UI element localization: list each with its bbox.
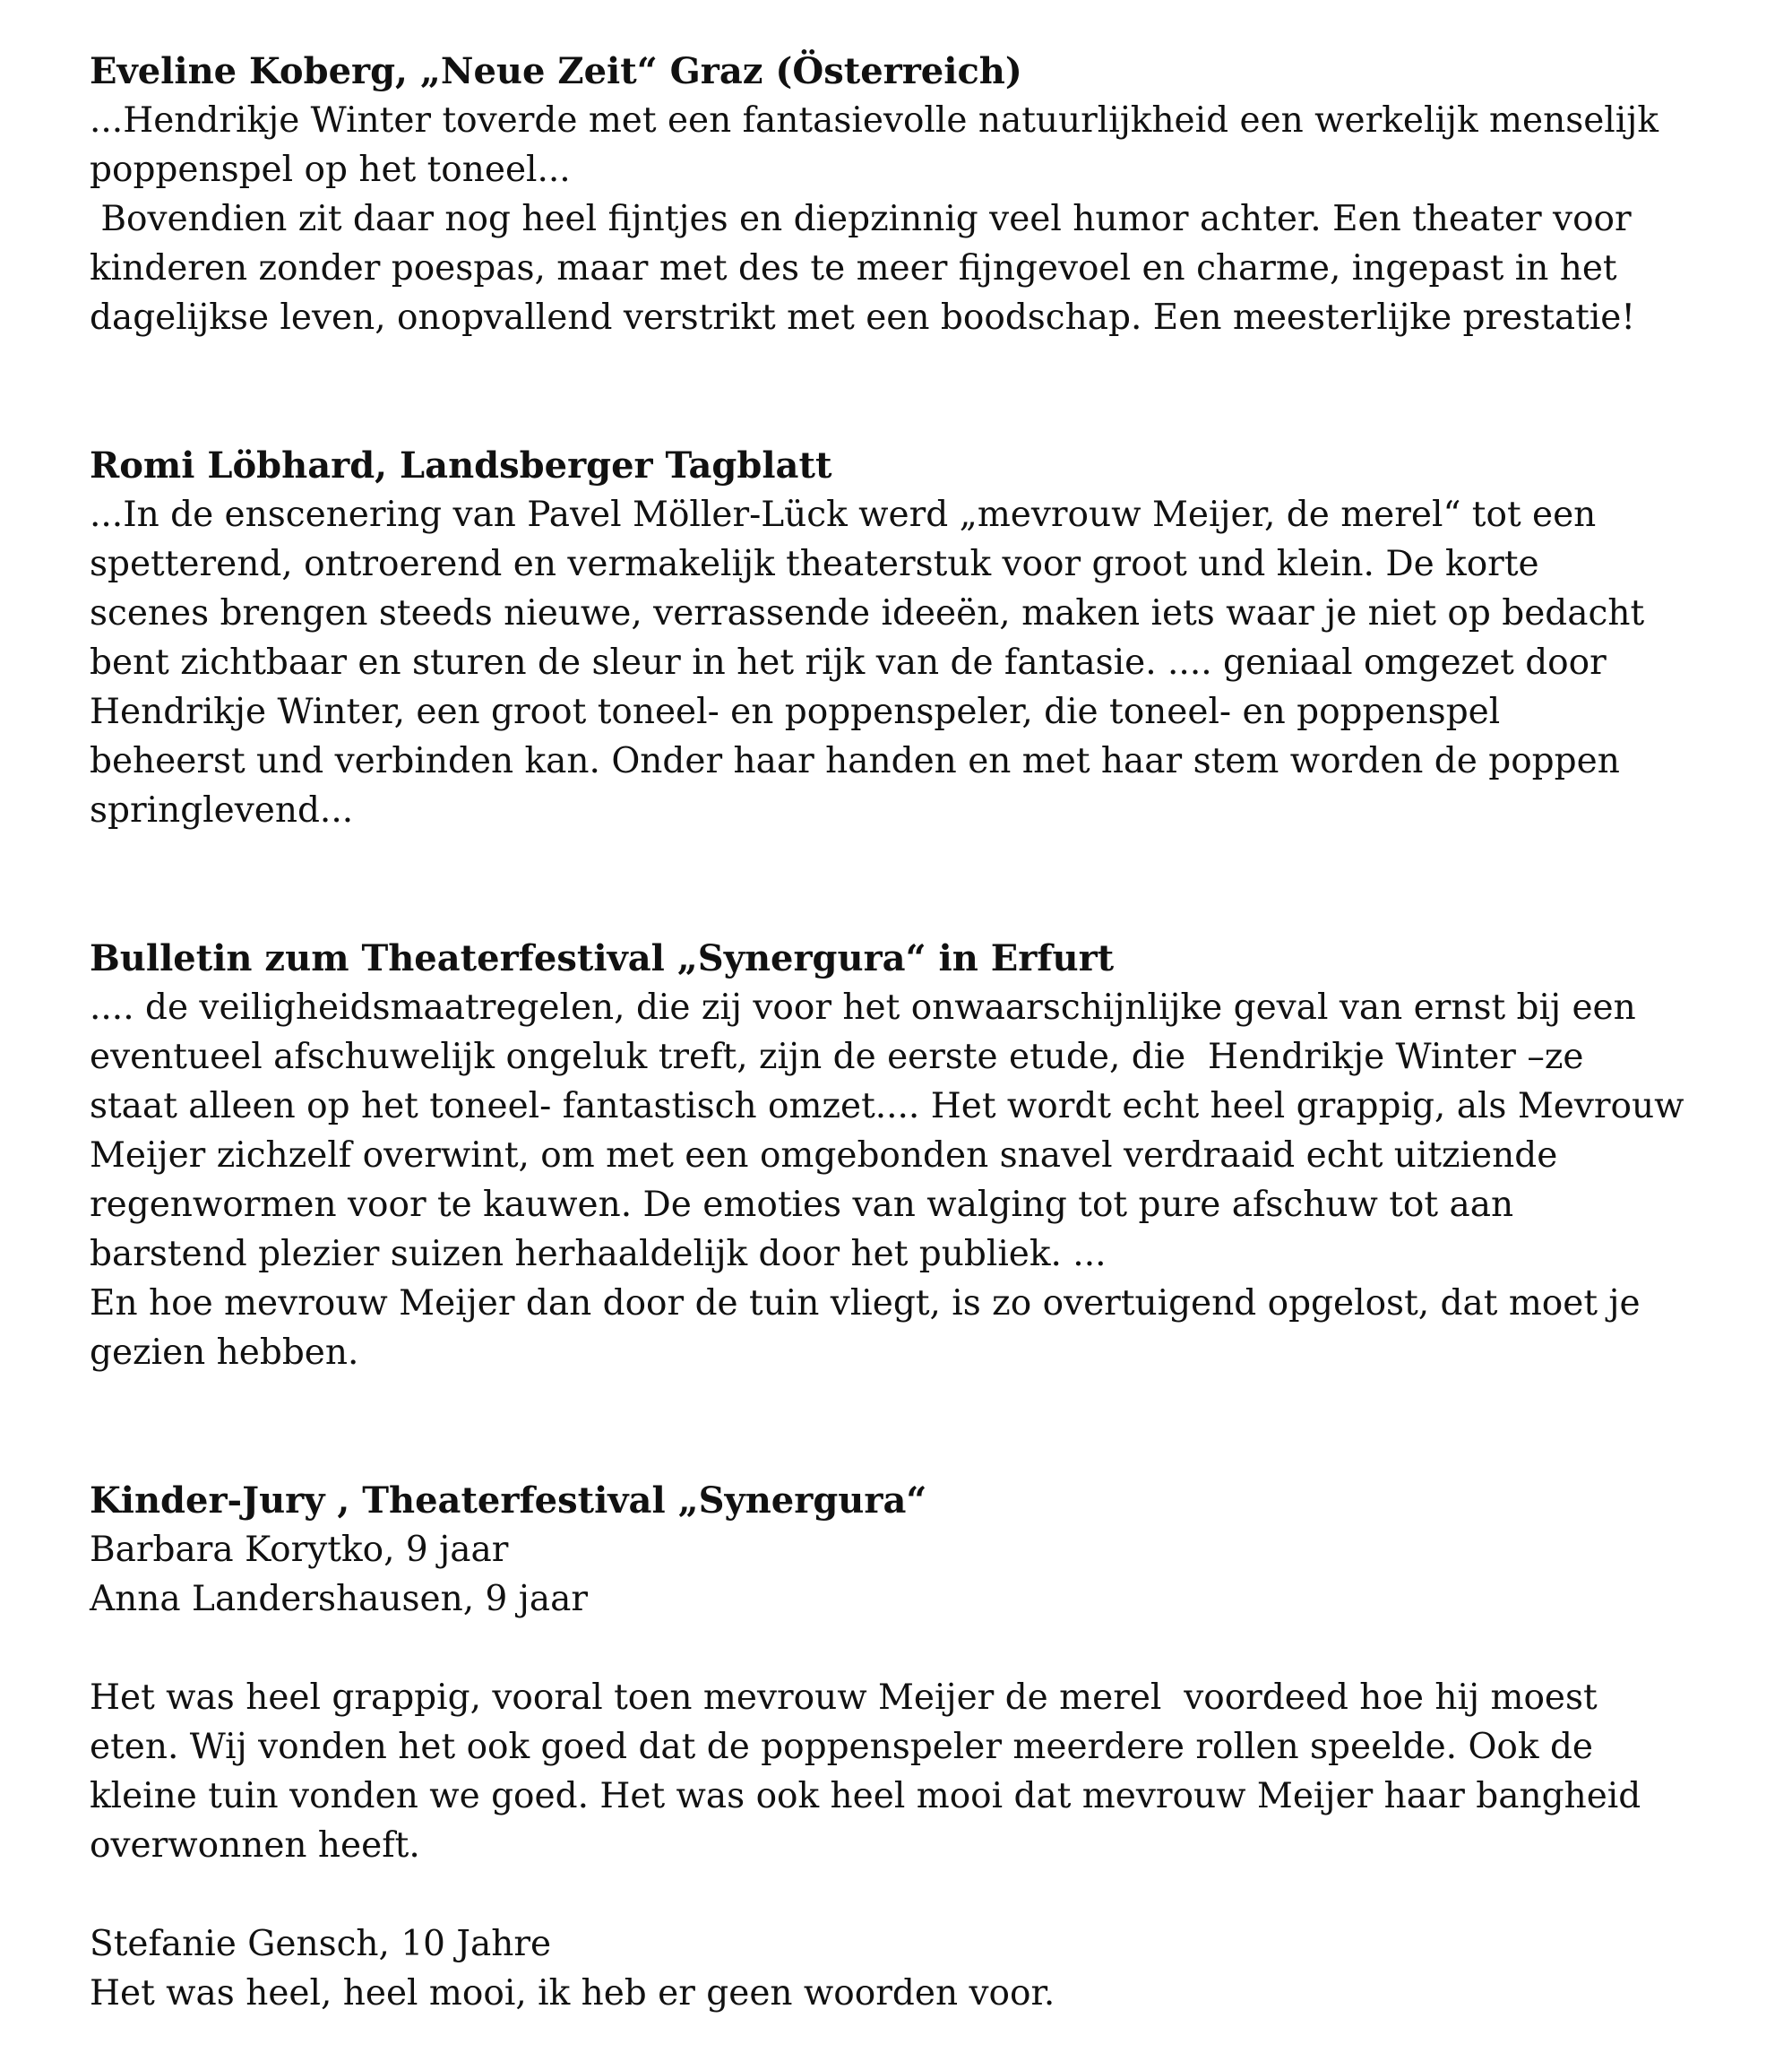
review-section-landsberger-tagblatt [90,441,1720,835]
text-line: eten. Wij vonden het ook goed dat de poppenspeler meerdere rollen speelde. Ook de [90,1727,1593,1767]
text-line: kinderen zonder poespas, maar met des te meer fijngevoel en charme, ingepast in het [90,248,1617,289]
text-line: eventueel afschuwelijk ongeluk treft, zijn de eerste etude, die Hendrikje Winter –ze [90,1037,1584,1077]
text-line: Bovendien zit daar nog heel fijntjes en diepzinnig veel humor achter. Een theater voor [90,199,1632,239]
text-line: scenes brengen steeds nieuwe, verrassende ideeën, maken iets waar je niet op bedacht [90,593,1645,634]
section-heading: Kinder-Jury , Theaterfestival „Synergura“ [90,1479,927,1522]
jury-member-name: Anna Landershausen, 9 jaar [90,1579,588,1619]
text-line: springlevend... [90,790,354,831]
text-line: Het was heel, heel mooi, ik heb er geen woorden voor. [90,1973,1055,2014]
jury-member-name: Barbara Korytko, 9 jaar [90,1530,509,1570]
paragraph-gap [90,1624,1720,1673]
text-line: spetterend, ontroerend en vermakelijk theaterstuk voor groot und klein. De korte [90,544,1539,584]
text-line: bent zichtbaar en sturen de sleur in het rijk van de fantasie. .... geniaal omgezet door [90,642,1607,683]
text-line: ...In de enscenering van Pavel Möller-Lück werd „mevrouw Meijer, de merel“ tot een [90,495,1597,535]
text-line: beheerst und verbinden kan. Onder haar handen en met haar stem worden de poppen [90,741,1620,781]
text-line: dagelijkse leven, onopvallend verstrikt met een boodschap. Een meesterlijke prestatie! [90,298,1636,338]
text-line: .... de veiligheidsmaatregelen, die zij voor het onwaarschijnlijke geval van ernst bij een [90,987,1636,1028]
text-line: regenwormen voor te kauwen. De emoties van walging tot pure afschuw tot aan [90,1185,1514,1225]
review-section-synergura-bulletin [90,934,1720,1377]
review-section-neue-zeit [90,47,1720,342]
text-line: En hoe mevrouw Meijer dan door de tuin vliegt, is zo overtuigend opgelost, dat moet je [90,1283,1641,1324]
text-line: staat alleen op het toneel- fantastisch omzet.... Het wordt echt heel grappig, als Mevrouw [90,1086,1684,1126]
text-line: Hendrikje Winter, een groot toneel- en poppenspeler, die toneel- en poppenspel [90,692,1501,732]
text-line: kleine tuin vonden we goed. Het was ook heel mooi dat mevrouw Meijer haar bangheid [90,1776,1641,1816]
document-page [90,47,1720,2018]
text-line: gezien hebben. [90,1332,359,1373]
text-line: poppenspel op het toneel... [90,150,571,190]
section-heading: Bulletin zum Theaterfestival „Synergura“ in Erfurt [90,937,1115,979]
jury-member-name: Stefanie Gensch, 10 Jahre [90,1924,552,1964]
text-line: barstend plezier suizen herhaaldelijk door het publiek. ... [90,1234,1107,1274]
section-heading: Romi Löbhard, Landsberger Tagblatt [90,444,832,487]
paragraph-gap [90,1870,1720,1919]
text-line: Het was heel grappig, vooral toen mevrouw Meijer de merel voordeed hoe hij moest [90,1677,1598,1718]
text-line: Meijer zichzelf overwint, om met een omgebonden snavel verdraaid echt uitziende [90,1135,1558,1176]
review-section-kinder-jury [90,1476,1720,2018]
text-line: overwonnen heeft. [90,1825,420,1866]
text-line: ...Hendrikje Winter toverde met een fantasievolle natuurlijkheid een werkelijk menselijk [90,100,1658,141]
section-heading: Eveline Koberg, „Neue Zeit“ Graz (Österreich) [90,50,1022,92]
